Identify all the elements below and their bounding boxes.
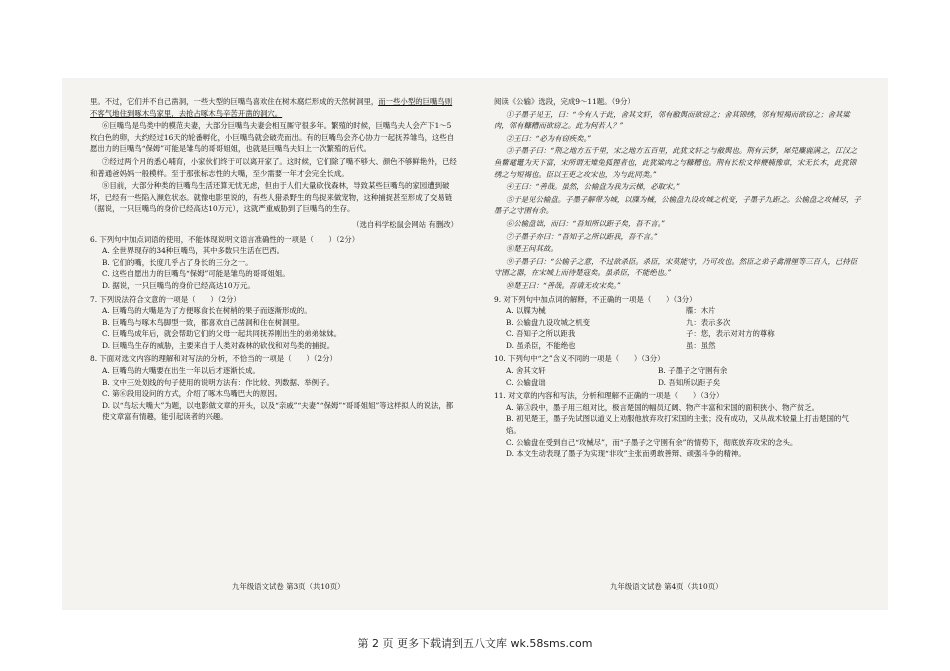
- option: C. 这些自愿出力的巨嘴鸟“保姆”可能是雏鸟的哥哥姐姐。: [102, 269, 290, 279]
- option: B. 初见楚王，墨子先试图以道义上劝服他放弃攻打宋国的主张；没有成功，又从战术较量上打击楚国的气焰。: [506, 414, 849, 436]
- option: A. 全世界现存的34种巨嘴鸟，其中多数只生活在巴西。: [102, 246, 285, 256]
- option: A. 以牒为械 牒：木片: [506, 306, 716, 316]
- classical-paragraph: ⑨子墨子曰：“公输子之意，不过欲杀臣。杀臣，宋莫能守，乃可攻也。然臣之弟子禽滑厘等三百人，已持臣守圉之器，在宋城上而待楚寇矣。虽杀臣，不能绝也。”: [494, 256, 858, 278]
- right-column: [494, 96, 862, 460]
- option: C. 第⑥段用设问的方式，介绍了啄木鸟嘴巴大的原因。: [102, 389, 283, 399]
- page-footer-left: 九年级语文试卷 第3页（共10页）: [232, 582, 345, 591]
- option: A. 第③段中，墨子用三组对比，极言楚国的幅员辽阔、物产丰富和宋国的面积狭小、物产贫乏。: [506, 402, 820, 412]
- option: D. 据说，一只巨嘴鸟的身价已经高达10万元。: [102, 280, 255, 290]
- question-11: 11. 对文章的内容和写法，分析和理解不正确的一项是（ ）（3分）: [494, 391, 724, 401]
- option-row: C. 公输盘诎 D. 吾知所以距子矣: [506, 377, 721, 387]
- classical-paragraph: ②王曰：“必为有窃疾矣。”: [506, 133, 592, 143]
- option: D. 虽杀臣，不能绝也 虽：虽然: [506, 340, 716, 350]
- option: C. 公输盘在受到自己“攻械尽”，而“子墨子之守圉有余”的情势下，彻底放弃攻宋的念头。: [506, 437, 798, 447]
- classical-paragraph: ⑧楚王问其故。: [506, 244, 558, 254]
- left-column: [90, 96, 458, 423]
- option: B. 巨嘴鸟与啄木鸟脚型一致，都喜欢自己凿洞和住在树洞里。: [102, 317, 305, 327]
- option: B. 文中三处划线的句子使用的说明方法有：作比较、列数据、举例子。: [102, 377, 334, 387]
- scanned-exam-page: [62, 78, 888, 610]
- option: C. 吾知子之所以距我 子：您，表示对对方的尊称: [506, 329, 775, 339]
- option: B. 公输盘九设攻城之机变 九：表示多次: [506, 317, 731, 327]
- option-row: A. 舍其文轩 B. 子墨子之守圉有余: [506, 366, 728, 376]
- classical-paragraph: ⑥公输盘诎，而曰：“吾知所以距子矣，吾不言。”: [506, 218, 666, 228]
- classical-paragraph: ④王曰：“善哉。虽然，公输盘为我为云梯，必取宋。”: [506, 182, 680, 192]
- question-9: 9. 对下列句中加点词的解释，不正确的一项是（ ）（3分）: [494, 294, 697, 304]
- reading-paragraph: ⑥巨嘴鸟是鸟类中的模范夫妻，大部分巨嘴鸟夫妻会相互厮守很多年。繁殖的时候，巨嘴鸟夫人会产下1～5枚白色的卵，大约经过16天的轮番孵化，小巨嘴鸟就会破壳而出。有的巨嘴鸟会齐心协力一起抚养雏鸟，这些自愿出力的巨嘴鸟“保姆”可能是雏鸟的哥哥姐姐，也就是巨嘴鸟夫妇上一次繁殖的后代。: [90, 121, 455, 154]
- option: A. 巨嘴鸟的大嘴是为了方便啄食长在树梢的果子而逐渐形成的。: [102, 306, 312, 316]
- classical-paragraph: ③子墨子曰：“荆之地方五千里，宋之地方五百里，此犹文轩之与敝舆也。荆有云梦，犀兕麋鹿满之，江汉之鱼鳖鼋鼍为天下富，宋所谓无雉兔狐狸者也，此犹粱肉之与糠糟也。荆有长松文梓楩楠豫章，宋无长木，此犹锦绣之与短褐也。臣以王吏之攻宋也，为与此同类。”: [494, 146, 858, 179]
- source-note: （选自科学松鼠会网站 有删改）: [352, 219, 458, 229]
- question-8: 8. 下面对选文内容的理解和对写法的分析，不恰当的一项是（ ）（2分）: [90, 354, 337, 364]
- option: C. 巨嘴鸟成年后，就会帮助它们的父母一起共同抚养刚出生的弟弟妹妹。: [102, 329, 342, 339]
- page-footer-right: 九年级语文试卷 第4页（共10页）: [610, 582, 723, 591]
- reading-paragraph: ⑦经过两个月的悉心哺育，小家伙们终于可以离开家了。这时候，它们除了嘴不够大、颜色不够鲜艳外，已经和普通爸妈妈一般模样。至于那张标志性的大嘴，至少需要一年才会完全长成。: [90, 156, 457, 178]
- classical-paragraph: ⑦子墨子亦曰：“吾知子之所以距我，吾不言。”: [506, 231, 658, 241]
- reading-paragraph: 里。不过，它们并不自己凿洞，一些大型的巨嘴鸟喜欢住在树木腐烂形成的天然树洞里，而一些小型的巨嘴鸟则不客气地住到啄木鸟家里，去抢占啄木鸟辛苦开凿的洞穴。: [90, 97, 453, 118]
- option: D. 以“鸟坛大嘴大”为题，以电影做文章的开头，以及“亲戚”“夫妻”“保姆”“哥哥姐姐”等这样拟人的说法，都使文章富有情趣，能引起读者的兴趣。: [102, 400, 454, 422]
- option: B. 它们的嘴，长度几乎占了身长的三分之一。: [102, 257, 253, 267]
- question-7: 7. 下列说法符合文意的一项是（ ）（2分）: [90, 294, 241, 304]
- download-note: 第 2 页 更多下载请到五八文库 wk.58sms.com: [357, 637, 593, 650]
- option: D. 本文生动表现了墨子为实现“非攻”主张而勇敢善辩、顽强斗争的精神。: [506, 449, 746, 459]
- option: D. 巨嘴鸟生存的威胁，主要来自于人类对森林的砍伐和对鸟类的捕捉。: [102, 340, 335, 350]
- reading-intro: 阅读《公输》选段，完成9～11题。（9分）: [494, 97, 635, 106]
- classical-paragraph: ⑩楚王曰：“善哉。吾请无攻宋矣。”: [506, 280, 621, 290]
- underlined-sentence: 而一些小型的巨嘴鸟则不客气地住到啄木鸟家里，去抢占啄木鸟辛苦开凿的洞穴。: [90, 97, 453, 118]
- reading-paragraph: ⑧目前，大部分种类的巨嘴鸟生活还算无忧无虑，但由于人们大量砍伐森林，导致某些巨嘴鸟的家园遭到破坏，已经有一些陷入濒危状态。就像电影里说的，有些人猎杀野生的鸟捉来做宠物，这种捕捉甚至形成了交易链（据说，一只巨嘴鸟的身价已经高达10万元），这就严重威胁到了巨嘴鸟的生存。: [90, 181, 453, 214]
- option: A. 巨嘴鸟的大嘴要在出生一年以后才逐渐长成。: [102, 366, 260, 376]
- classical-paragraph: ⑤于是见公输盘。子墨子解带为城，以牒为械，公输盘九设攻城之机变，子墨子九距之。公输盘之攻械尽，子墨子之守圉有余。: [494, 194, 861, 216]
- classical-paragraph: ①子墨子见王，曰：“今有人于此，舍其文轩，邻有敝舆而欲窃之；舍其锦绣，邻有短褐而欲窃之；舍其粱肉，邻有糠糟而欲窃之。此为何若人？”: [494, 109, 850, 131]
- question-6: 6. 下列句中加点词语的使用，不能体现说明文语言准确性的一项是（ ）（2分）: [90, 234, 360, 244]
- question-10: 10. 下列句中“之”含义不同的一项是（ ）（3分）: [494, 354, 665, 364]
